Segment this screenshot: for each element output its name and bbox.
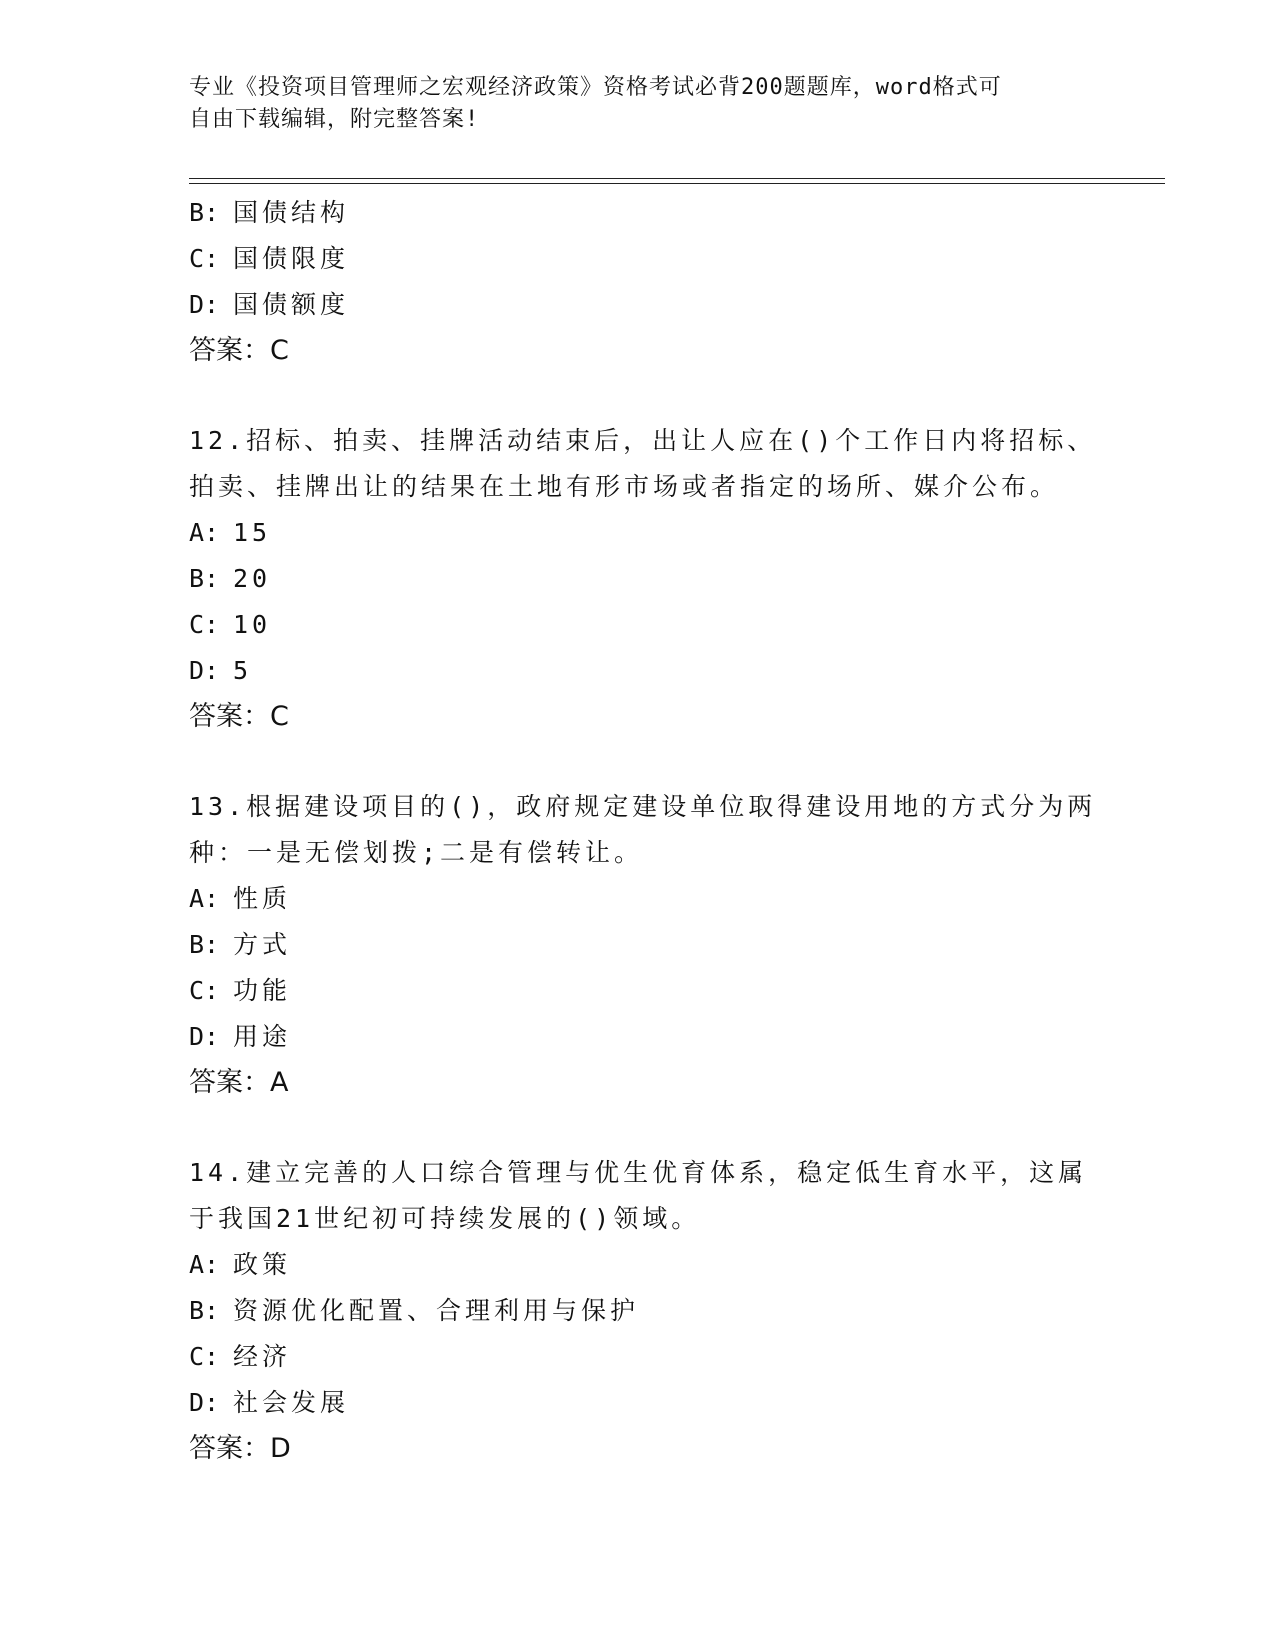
option-text: 政策 (233, 1250, 292, 1279)
option-a (189, 510, 1089, 556)
option-key: B: (189, 930, 220, 959)
option-key: D: (189, 656, 220, 685)
option-b (189, 1288, 1089, 1334)
option-text: 经济 (233, 1342, 292, 1371)
option-d (189, 1014, 1089, 1060)
option-d (189, 1380, 1089, 1426)
option-text: 功能 (233, 976, 292, 1005)
option-a (189, 876, 1089, 922)
option-key: C: (189, 976, 220, 1005)
option-d (189, 648, 1089, 694)
question-stem-line: 拍卖、挂牌出让的结果在土地有形市场或者指定的场所、媒介公布。 (189, 472, 1060, 501)
document-header (189, 72, 1089, 136)
question-13 (189, 784, 1097, 1106)
option-key: C: (189, 244, 220, 273)
option-c (189, 602, 1089, 648)
question-stem-line: 种：一是无偿划拨;二是有偿转让。 (189, 838, 644, 867)
question-list (189, 190, 1097, 1472)
answer-line: 答案：A (189, 1067, 289, 1098)
option-key: B: (189, 1296, 220, 1325)
option-key: A: (189, 518, 220, 547)
header-line-1: 专业《投资项目管理师之宏观经济政策》资格考试必背200题题库，word格式可 (189, 75, 1002, 100)
option-text: 方式 (233, 930, 292, 959)
option-d (189, 282, 1089, 328)
option-c (189, 236, 1089, 282)
option-key: A: (189, 1250, 220, 1279)
option-text: 性质 (233, 884, 292, 913)
answer-line: 答案：D (189, 1433, 291, 1464)
question-stem-line: 14.建立完善的人口综合管理与优生优育体系，稳定低生育水平，这属 (189, 1158, 1088, 1187)
option-key: D: (189, 1022, 220, 1051)
option-text: 5 (233, 656, 253, 685)
question-14 (189, 1150, 1089, 1472)
question-stem-line: 13.根据建设项目的()，政府规定建设单位取得建设用地的方式分为两 (189, 792, 1097, 821)
option-text: 10 (233, 610, 272, 639)
option-key: A: (189, 884, 220, 913)
header-divider-top (189, 178, 1165, 179)
option-text: 国债额度 (233, 290, 350, 319)
question-12 (189, 418, 1097, 740)
option-b (189, 556, 1089, 602)
option-key: C: (189, 1342, 220, 1371)
header-divider-bottom (189, 183, 1165, 184)
question-prev-continued (189, 190, 1089, 374)
option-c (189, 968, 1089, 1014)
option-text: 资源优化配置、合理利用与保护 (233, 1296, 640, 1325)
answer-line: 答案：C (189, 701, 289, 732)
option-key: B: (189, 564, 220, 593)
option-key: D: (189, 290, 220, 319)
option-b (189, 922, 1089, 968)
option-key: D: (189, 1388, 220, 1417)
option-key: B: (189, 198, 220, 227)
option-text: 15 (233, 518, 272, 547)
option-b (189, 190, 1089, 236)
option-text: 20 (233, 564, 272, 593)
question-stem-line: 12.招标、拍卖、挂牌活动结束后，出让人应在()个工作日内将招标、 (189, 426, 1097, 455)
option-text: 用途 (233, 1022, 292, 1051)
option-a (189, 1242, 1089, 1288)
option-c (189, 1334, 1089, 1380)
option-key: C: (189, 610, 220, 639)
option-text: 国债结构 (233, 198, 350, 227)
option-text: 国债限度 (233, 244, 350, 273)
question-stem-line: 于我国21世纪初可持续发展的()领域。 (189, 1204, 701, 1233)
header-line-2: 自由下载编辑，附完整答案! (189, 107, 480, 132)
answer-line: 答案：C (189, 335, 289, 366)
option-text: 社会发展 (233, 1388, 350, 1417)
